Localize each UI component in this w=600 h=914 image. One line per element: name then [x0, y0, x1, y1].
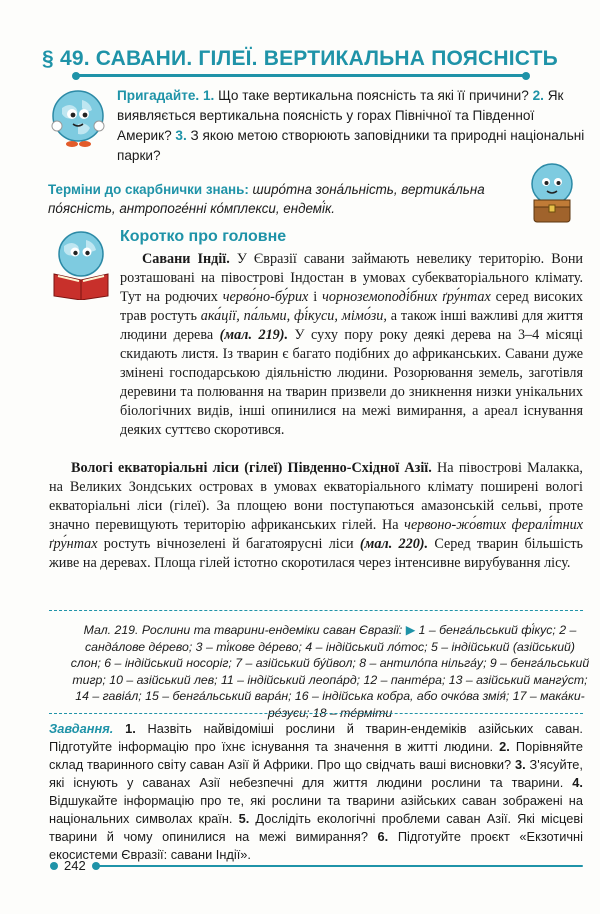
recall-q3: З якою метою створюють заповідники та природні національні парки? — [117, 128, 585, 163]
tasks-divider — [49, 713, 583, 714]
recall-q2-number: 2. — [532, 88, 544, 103]
task-1-number: 1. — [125, 721, 136, 736]
soil-term-chernozem: чорноземоподі́бних ґру́нтах — [322, 289, 491, 305]
recall-q2: Як виявляється вертикальна поясність у горах Північної та Південної Америк? — [117, 88, 564, 143]
savanna-text-d: а також інші важливі для життя людини дерева — [120, 308, 583, 343]
recall-q1: Що таке вертикальна поясність та які її причини? — [218, 88, 529, 103]
figure-ref-219: (мал. 219). — [219, 327, 289, 343]
caption-divider — [49, 610, 583, 611]
task-4-number: 4. — [572, 775, 583, 790]
recall-label: Пригадайте. — [117, 88, 200, 103]
underline-dot-left — [72, 72, 80, 80]
terms-block — [48, 180, 488, 218]
caption-title: Мал. 219. Рослини та тварини-ендеміки саван Євразії: — [83, 623, 403, 637]
underline-dot-right — [522, 72, 530, 80]
savanna-text-b: і — [313, 289, 318, 305]
footer-rule — [98, 865, 583, 868]
task-5-number: 5. — [238, 811, 250, 826]
task-2-number: 2. — [499, 739, 510, 754]
paragraph-savanna — [120, 250, 583, 440]
caption-text: 1 – бенга́льський фі́кус; 2 – санда́лове де́рево; 3 – ті́кове де́рево; 4 – індійський ло́тос; 5 – індійський (азійський) слон; 6 – індійський носоріг; 7 – азійський бу́йвол; 8 – антило́па нільга́у; 9 – бенга́льський тигр; 10 – азійський лев; 11 – індійський леопа́рд; 12 – панте́ра; 13 – азійський мангу́ст; 14 – гавіа́л; 15 – бенга́льський вара́н; 16 – індійська кобра, або очко́ва змія́; 17 – мака́ки-ре́зуси; 18 – те́рміти — [70, 623, 590, 720]
recall-q3-number: 3. — [175, 128, 187, 143]
rainforest-text-b: ростуть вічнозелені й багатоярусні ліси — [103, 536, 354, 552]
savanna-text-c: серед високих трав ростуть — [120, 289, 584, 324]
footer-dot-left — [50, 862, 58, 870]
task-6-number: 6. — [377, 829, 389, 844]
terms-label: Терміни до скарбнички знань: — [48, 182, 249, 197]
page-title: § 49. САВАНИ. ГІЛЕЇ. ВЕРТИКАЛЬНА ПОЯСНІСТЬ — [42, 47, 558, 70]
treasure-chest-globe-icon — [520, 160, 584, 226]
recall-questions — [117, 86, 587, 166]
recall-q1-number: 1. — [202, 88, 215, 103]
caption-arrow-icon: ▶ — [405, 623, 416, 637]
rainforest-title: Вологі екваторіальні ліси (гілеї) Південно-Східної Азії. — [71, 460, 432, 476]
task-3: З'ясуйте, які існують у саванах Азії небезпечні для життя людини рослини та тварини. — [49, 757, 583, 790]
page-number: 242 — [64, 858, 86, 873]
paragraph-rainforest — [49, 459, 583, 573]
soil-term-red-brown: черво́но-бу́рих — [222, 289, 309, 305]
reading-globe-icon — [48, 228, 114, 300]
tasks-label: Завдання. — [49, 721, 114, 736]
task-4: Відшукайте інформацію про те, які рослини та тварини азійських саван зображені на національних символах країн. — [49, 793, 583, 826]
title-underline — [78, 74, 526, 77]
savanna-text-e: У суху пору року деякі дерева на 3–4 місяці скидають листя. Із тварин є багато подібних до африканських. Савани дуже змінені господарською діяльністю людини. Розорювання земель, заготівля деревини та полювання на тварин призвели до зникнення низки унікальних біологічних видів, інші опинилися на межі вимирання, а ареал існування деяких суттєво скоротився. — [120, 327, 583, 438]
task-5: Дослідіть екологічні проблеми саван Азії. Які місцеві тварини й чому опинилися на межі вимирання? — [49, 811, 583, 844]
task-3-number: 3. — [515, 757, 526, 772]
terms-text: широ́тна зона́льність, вертика́льна по́ясність, антропоге́нні ко́мплекси, ендемі́к. — [48, 182, 485, 216]
rainforest-text-a: На півострові Малакка, на Великих Зондських островах в умовах екваторіального клімату поширені вологі екваторіальні ліси (гілеї). За площею вони поступаються амазонській сельві, проте значно перевищують територію африканських гілей. На — [49, 460, 583, 533]
task-6: Підготуйте проєкт «Екзотичні екосистеми Євразії: савани Індії». — [49, 829, 583, 862]
soil-term-ferralitic: червоно-жо́втих фералі́тних ґру́нтах — [49, 517, 583, 552]
figure-ref-220: (мал. 220). — [359, 536, 429, 552]
task-1: Назвіть найвідоміші рослини й тварин-ендеміків азійських саван. Підготуйте інформацію про їхнє існування та значення в житті людини. — [49, 721, 583, 754]
task-2: Порівняйте склад тваринного світу саван Азії й Африки. Про що свідчать ваші висновки? — [49, 739, 583, 772]
savanna-title: Савани Індії. — [142, 251, 230, 267]
brief-heading: Коротко про головне — [120, 228, 287, 245]
globe-mascot-icon — [48, 86, 108, 150]
rainforest-text-c: Серед тварин більшість живе на деревах. Площа гілей істотно скоротилася через інтенсивне вирубування лісу. — [49, 536, 583, 571]
savanna-text-a: У Євразії савани займають невелику територію. Вони розташовані на півострові Індостан в умовах субекваторіального клімату. Тут на родючих — [120, 251, 584, 305]
tasks-block — [49, 720, 583, 864]
figure-caption — [70, 622, 590, 721]
plants-list: ака́ції, па́льми, фі́куси, мімо́зи, — [200, 308, 387, 324]
